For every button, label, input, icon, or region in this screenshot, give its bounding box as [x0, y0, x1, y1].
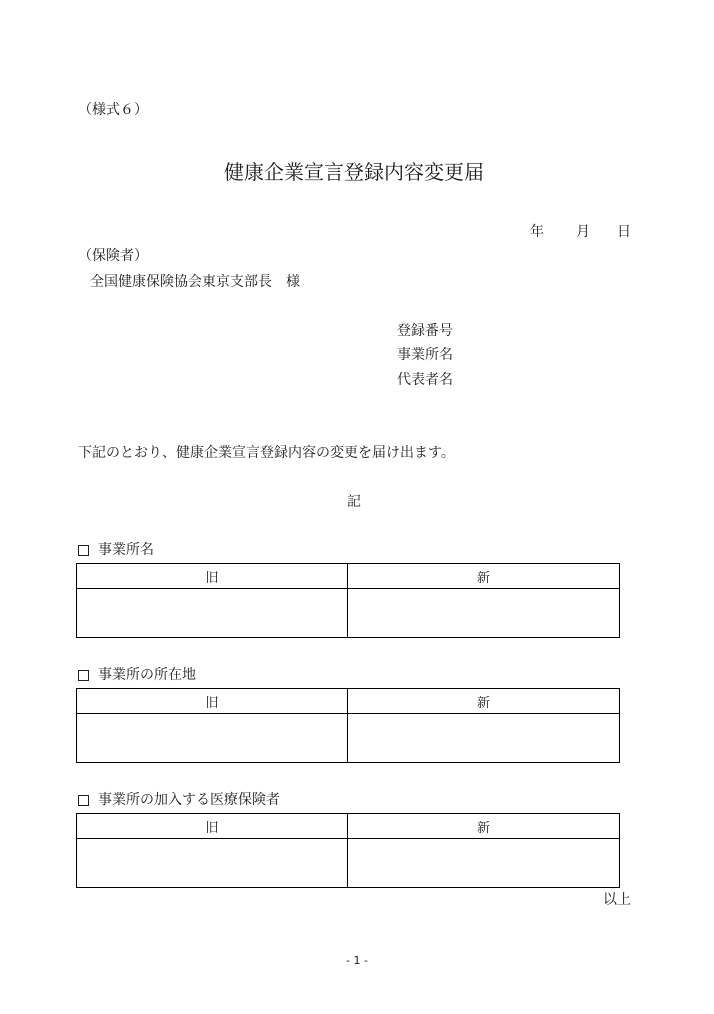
closing-text: 以上: [603, 892, 631, 908]
old-value-cell[interactable]: [77, 714, 348, 763]
ki-heading: 記: [347, 494, 361, 510]
old-header: 旧: [77, 814, 348, 839]
old-header: 旧: [77, 689, 348, 714]
addressee-name: 全国健康保険協会東京支部長 様: [90, 274, 300, 290]
new-header: 新: [348, 814, 620, 839]
office-address-table: [76, 688, 620, 763]
office-name-label: 事業所名: [397, 347, 453, 363]
statement-text: 下記のとおり、健康企業宣言登録内容の変更を届け出ます。: [78, 445, 455, 461]
document-title-text: 健康企業宣言登録内容変更届: [224, 160, 484, 184]
section-label-insurer: 事業所の加入する医療保険者: [98, 792, 280, 808]
insurer-table: [76, 813, 620, 888]
section-label-office-address: 事業所の所在地: [98, 667, 196, 683]
document-title: [0, 160, 714, 184]
office-name-table: [76, 563, 620, 638]
section-label-office-name: 事業所名: [98, 542, 154, 558]
new-header: 新: [348, 689, 620, 714]
old-value-cell[interactable]: [77, 589, 348, 638]
addressee-label: （保険者）: [78, 248, 148, 264]
new-value-cell[interactable]: [348, 714, 620, 763]
new-value-cell[interactable]: [348, 839, 620, 888]
form-number: （様式６）: [78, 102, 148, 118]
checkbox-icon[interactable]: [78, 670, 89, 681]
new-header: 新: [348, 564, 620, 589]
registration-number-label: 登録番号: [397, 323, 453, 339]
date-day-label: 日: [617, 224, 631, 240]
new-value-cell[interactable]: [348, 589, 620, 638]
date-year-label: 年: [530, 224, 544, 240]
checkbox-icon[interactable]: [78, 545, 89, 556]
page-number: - 1 -: [346, 954, 368, 967]
date-month-label: 月: [576, 224, 590, 240]
old-value-cell[interactable]: [77, 839, 348, 888]
representative-name-label: 代表者名: [397, 372, 453, 388]
old-header: 旧: [77, 564, 348, 589]
checkbox-icon[interactable]: [78, 795, 89, 806]
